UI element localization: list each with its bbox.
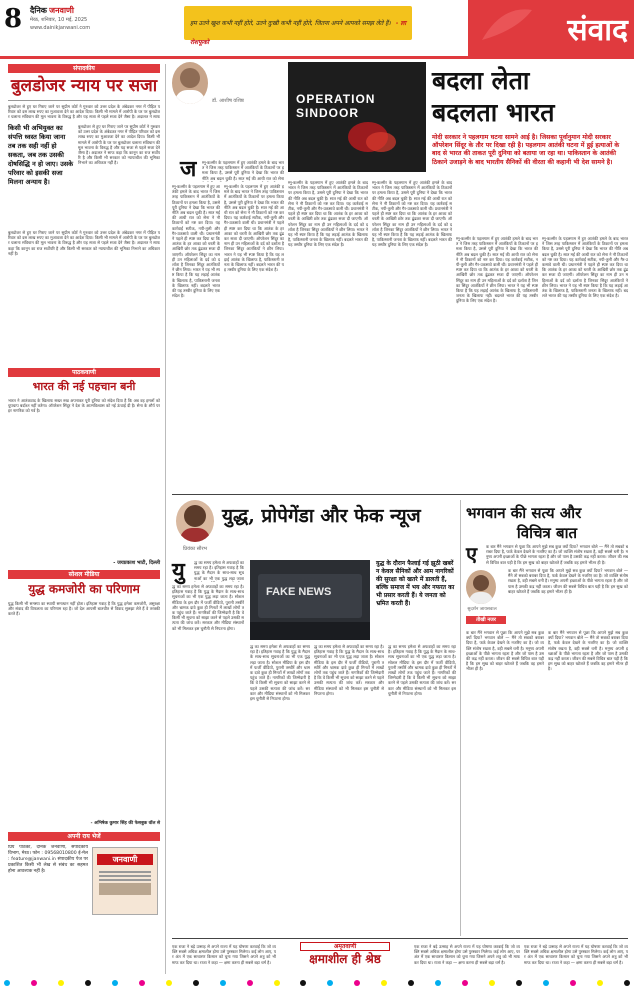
editorial-section-header: संपादकीय (8, 64, 160, 73)
newspaper-label: जनवाणी (97, 854, 153, 865)
page-header (0, 0, 634, 56)
masthead-prefix: दैनिक (30, 6, 47, 15)
lead-body-col3: म्मू-कश्मीर के पहलगाम में हुए आतंकी हमले के बाद भारत ने जिस तरह पाकिस्तान में आतंकियों के ठिकानों पर हमला किया है, उससे पूरी दुनिया ने देखा कि भारत की नीति अब बदल चुकी है। सात मई की आधी रात को सेना ने नौ ठिकानों को नष्ट कर दिया। यह कार्रवाई सटीक, नपी-तुली और गैर-उकसावे वाली थी। प्रधानमंत्री ने पहले ही स्पष्ट कर दिया था कि आतंक के हर आका को धरती के आखिरी छोर तक ढूंढकर सजा दी जाएगी। ऑपरेशन सिंदूर का नाम ही उन महिलाओं के दर्द को दर्शाता है जिनका सिंदूर आतंकियों ने छीन लिया। भारत ने यह भी स्पष्ट किया है कि यह लड़ाई आतंक के खिलाफ है, पाकिस्तानी जनता के खिलाफ नहीं। बदलते भारत की यह तस्वीर दुनिया के लिए एक संदेश है। (288, 180, 368, 248)
website: www.dainikjanwani.com (30, 25, 91, 31)
readers-section-header: पाठकवाणी (8, 368, 160, 377)
editorial-body-bottom: बुलडोजर से हुए घर गिराए जाने पर सुप्रीम कोर्ट ने गुरुवार को उत्तर प्रदेश के अंबेडकर नगर में पीड़ित परिवार को दस लाख रुपए का मुआवजा देने का आदेश दिया। किसी भी मामले में आरोपी के घर पर बुलडोजर चलाना संविधान की मूल भावना के विरुद्ध है और यह सजा से पहले सजा देने जैसा है। अदालत ने साफ कहा कि कानून का राज सर्वोपरि है और किसी भी सरकार को न्यायाधीश की भूमिका निभाने का अधिकार नहीं है। (8, 230, 160, 256)
operation-sindoor-image (288, 62, 426, 172)
second-body-col1: द्ध का समय हमेशा से अफवाहों का समय रहा है। इतिहास गवाह है कि युद्ध के मैदान के साथ-साथ सूचनाओं का भी एक युद्ध लड़ा जाता है। सोशल मीडिया के इस दौर में फर्जी वीडियो, पुरानी तस्वीरें और भ्रामक दावे कुछ ही मिनटों में लाखों लोगों तक पहुंच जाते हैं। नागरिकों की जिम्मेदारी है कि वे किसी भी सूचना को साझा करने से पहले उसकी सत्यता की जांच करें। सरकार और मीडिया संस्थानों को भी मिलकर इस चुनौती से निपटना होगा। (172, 584, 244, 631)
social-body: युद्ध किसी भी समस्या का स्थायी समाधान नहीं होता। इतिहास गवाह है कि युद्ध हमेशा कमजोरी, असुरक्षा और संवाद की विफलता का परिणाम रहा है। जो देश आपसी बातचीत से विवाद सुलझा लेते हैं वे तरक्की करते हैं। (8, 601, 160, 617)
lead-author: डॉ. आशीष वशिष्ठ (212, 98, 244, 104)
lead-drop-cap: ज (180, 156, 197, 182)
third-headline-line1: भगवान की सत्य और (466, 504, 582, 522)
bottom-headline: क्षमाशील ही श्रेष्ठ (309, 952, 381, 966)
second-drop-cap: यु (172, 558, 185, 584)
second-pull-quote: युद्ध के दौरान फैलाई गई झूठी खबरें न केवल सैनिकों और आम नागरिकों की सुरक्षा को खतरे में डालती हैं, बल्कि समाज में भय और नफरत का भी प्रसार करती हैं। ये जनता को भ्रमित करती हैं। (376, 560, 455, 607)
section-banner (468, 0, 634, 56)
second-body-col4: द्ध का समय हमेशा से अफवाहों का समय रहा है। इतिहास गवाह है कि युद्ध के मैदान के साथ-साथ सूचनाओं का भी एक युद्ध लड़ा जाता है। सोशल मीडिया के इस दौर में फर्जी वीडियो, पुरानी तस्वीरें और भ्रामक दावे कुछ ही मिनटों में लाखों लोगों तक पहुंच जाते हैं। नागरिकों की जिम्मेदारी है कि वे किसी भी सूचना को साझा करने से पहले उसकी सत्यता की जांच करें। सरकार और मीडिया संस्थानों को भी मिलकर इस चुनौती से निपटना होगा। (388, 644, 456, 696)
second-headline: युद्ध, प्रोपेगेंडा और फेक न्यूज (222, 505, 421, 527)
page-number: 8 (4, 4, 23, 34)
second-body-cap: द्ध का समय हमेशा से अफवाहों का समय रहा है। इतिहास गवाह है कि युद्ध के मैदान के साथ-साथ सूचनाओं का भी एक युद्ध लड़ा जाता (194, 560, 244, 581)
third-author: सुदर्शन जायसवाल (467, 607, 497, 612)
masthead-name: जनवाणी (49, 6, 74, 15)
third-drop-cap: ए (466, 542, 478, 566)
fake-news-image (250, 560, 370, 640)
author-photo (172, 62, 208, 104)
third-body-col2: क बार मैंने भगवान से पूछा कि आपने मुझे सब कुछ क्यों दिया? भगवान बोले — मैंने तो सबको बराबर दिया है, फर्क केवल देखने के नजरिए का है। जो व्यक्ति संतोष रखता है, वही सबसे धनी है। मनुष्य अपनी इच्छाओं के पीछे भागता रहता है और जो पास है उसकी कद्र नहीं करता। जीवन की सबसे विचित्र बात यही है कि हम सुख को बाहर खोजते हैं जबकि वह हमारे भीतर ही है। (548, 630, 628, 672)
editorial-headline: बुलडोजर न्याय पर सजा (10, 76, 158, 96)
second-author: प्रियंका सौरभ (183, 546, 207, 552)
divider (8, 100, 160, 101)
readers-body: भारत ने आतंकवाद के खिलाफ सख्त रुख अपनाकर पूरी दुनिया को संदेश दिया है कि अब वह हमलों को चुपचाप बर्दाश्त नहीं करेगा। ऑपरेशन सिंदूर ने देश के आत्मविश्वास को नई ऊंचाई दी है। सेना के शौर्य पर हर नागरिक को गर्व है। (8, 398, 160, 414)
lead-body-col4: म्मू-कश्मीर के पहलगाम में हुए आतंकी हमले के बाद भारत ने जिस तरह पाकिस्तान में आतंकियों के ठिकानों पर हमला किया है, उससे पूरी दुनिया ने देखा कि भारत की नीति अब बदल चुकी है। सात मई की आधी रात को सेना ने नौ ठिकानों को नष्ट कर दिया। यह कार्रवाई सटीक, नपी-तुली और गैर-उकसावे वाली थी। प्रधानमंत्री ने पहले ही स्पष्ट कर दिया था कि आतंक के हर आका को धरती के आखिरी छोर तक ढूंढकर सजा दी जाएगी। ऑपरेशन सिंदूर का नाम ही उन महिलाओं के दर्द को दर्शाता है जिनका सिंदूर आतंकियों ने छीन लिया। भारत ने यह भी स्पष्ट किया है कि यह लड़ाई आतंक के खिलाफ है, पाकिस्तानी जनता के खिलाफ नहीं। बदलते भारत की यह तस्वीर दुनिया के लिए एक संदेश है। (372, 180, 452, 248)
third-body-col1: क बार मैंने भगवान से पूछा कि आपने मुझे सब कुछ क्यों दिया? भगवान बोले — मैंने तो सबको बराबर दिया है, फर्क केवल देखने के नजरिए का है। जो व्यक्ति संतोष रखता है, वही सबसे धनी है। मनुष्य अपनी इच्छाओं के पीछे भागता रहता है और जो पास है उसकी कद्र नहीं करता। जीवन की सबसे विचित्र बात यही है कि हम सुख को बाहर खोजते हैं जबकि वह हमारे भीतर ही है। (466, 630, 544, 672)
readers-author: - जयप्रकाश भाटी, दिल्ली (113, 560, 160, 566)
bottom-body-col3: एक राजा ने बड़े उत्साह से अपने राज्य में यह घोषणा करवाई कि जो व्यक्ति सबसे अधिक क्षमाशील होगा उसे पुरस्कार मिलेगा। कई लोग आए, पर अंत में एक साधारण किसान को चुना गया जिसने अपने शत्रु को भी माफ कर दिया था। राजा ने कहा — क्षमा करना ही सबसे बड़ा धर्म है। (524, 944, 628, 965)
lead-headline-line1: बदला लेता (432, 66, 530, 95)
social-author: - अभिषेक कुमार सिंह की फेसबुक वॉल से (90, 821, 160, 826)
column-tag: तीखी नजर (466, 616, 506, 624)
second-body-col2: द्ध का समय हमेशा से अफवाहों का समय रहा है। इतिहास गवाह है कि युद्ध के मैदान के साथ-साथ सूचनाओं का भी एक युद्ध लड़ा जाता है। सोशल मीडिया के इस दौर में फर्जी वीडियो, पुरानी तस्वीरें और भ्रामक दावे कुछ ही मिनटों में लाखों लोगों तक पहुंच जाते हैं। नागरिकों की जिम्मेदारी है कि वे किसी भी सूचना को साझा करने से पहले उसकी सत्यता की जांच करें। सरकार और मीडिया संस्थानों को भी मिलकर इस चुनौती से निपटना होगा। (250, 644, 310, 702)
lead-body-col2: म्मू-कश्मीर के पहलगाम में हुए आतंकी हमले के बाद भारत ने जिस तरह पाकिस्तान में आतंकियों के ठिकानों पर हमला किया है, उससे पूरी दुनिया ने देखा कि भारत की नीति अब बदल चुकी है। सात मई की आधी रात को सेना ने नौ ठिकानों को नष्ट कर दिया। यह कार्रवाई सटीक, नपी-तुली और गैर-उकसावे वाली थी। प्रधानमंत्री ने पहले ही स्पष्ट कर दिया था कि आतंक के हर आका को धरती के आखिरी छोर तक ढूंढकर सजा दी जाएगी। ऑपरेशन सिंदूर का नाम ही उन महिलाओं के दर्द को दर्शाता है जिनका सिंदूर आतंकियों ने छीन लिया। भारत ने यह भी स्पष्ट किया है कि यह लड़ाई आतंक के खिलाफ है, पाकिस्तानी जनता के खिलाफ नहीं। बदलते भारत की यह तस्वीर दुनिया के लिए एक संदेश है। (224, 184, 284, 273)
editorial-body-side: बुलडोजर से हुए घर गिराए जाने पर सुप्रीम कोर्ट ने गुरुवार को उत्तर प्रदेश के अंबेडकर नगर में पीड़ित परिवार को दस लाख रुपए का मुआवजा देने का आदेश दिया। किसी भी मामले में आरोपी के घर पर बुलडोजर चलाना संविधान की मूल भावना के विरुद्ध है और यह सजा से पहले सजा देने जैसा है। अदालत ने साफ कहा कि कानून का राज सर्वोपरि है और किसी भी सरकार को न्यायाधीश की भूमिका निभाने का अधिकार नहीं है। (78, 124, 160, 166)
lead-headline-line2: बदलता भारत (432, 98, 555, 127)
lead-body-col1: म्मू-कश्मीर के पहलगाम में हुए आतंकी हमले के बाद भारत ने जिस तरह पाकिस्तान में आतंकियों के ठिकानों पर हमला किया है, उससे पूरी दुनिया ने देखा कि भारत की नीति अब बदल चुकी है। सात मई की आधी रात को सेना ने नौ ठिकानों को नष्ट कर दिया। यह कार्रवाई सटीक, नपी-तुली और गैर-उकसावे वाली थी। प्रधानमंत्री ने पहले ही स्पष्ट कर दिया था कि आतंक के हर आका को धरती के आखिरी छोर तक ढूंढकर सजा दी जाएगी। ऑपरेशन सिंदूर का नाम ही उन महिलाओं के दर्द को दर्शाता है जिनका सिंदूर आतंकियों ने छीन लिया। भारत ने यह भी स्पष्ट किया है कि यह लड़ाई आतंक के खिलाफ है, पाकिस्तानी जनता के खिलाफ नहीं। बदलते भारत की यह तस्वीर दुनिया के लिए एक संदेश है। (172, 184, 220, 299)
author-photo (466, 570, 496, 604)
newspaper-image (92, 847, 158, 915)
quote-author: - ला रोशफूको (190, 20, 407, 46)
social-headline: युद्ध कमजोरी का परिणाम (28, 582, 140, 596)
bottom-body-col2: एक राजा ने बड़े उत्साह से अपने राज्य में यह घोषणा करवाई कि जो व्यक्ति सबसे अधिक क्षमाशील होगा उसे पुरस्कार मिलेगा। कई लोग आए, पर अंत में एक साधारण किसान को चुना गया जिसने अपने शत्रु को भी माफ कर दिया था। राजा ने कहा — क्षमा करना ही सबसे बड़ा धर्म है। (414, 944, 520, 965)
lead-intro: मोदी सरकार ने पहलगाम घटना सामने आई है। जिसका पूर्वानुमान मोदी सरकार ऑपरेशन सिंदूर के तौर पर दिखा रही है। पहलगाम आतंकी घटना में हुई हत्याओं के बाद से भारत की ताकत पूरी दुनिया को बताया जा रहा था। पाकिस्तान के आतंकी ठिकाने उजाड़ने के बाद भारतीय सैनिकों की वीरता की कहानी भी देश सामने है। (432, 134, 620, 166)
leaf-decoration-icon (472, 0, 542, 56)
editorial-pull-quote: किसी भी अभियुक्त का संपत्ति ध्वस्त किया जाना तब तक सही नहीं हो सकता, जब तक उसकी दोषसिद्धि न हो जाए। उसके परिवार को इसकी सजा मिलना अन्याय है। (8, 124, 74, 186)
fake-news-text: FAKE NEWS (266, 586, 332, 598)
opinion-header: अपनी राय भेजें (8, 832, 160, 841)
dateline: मेरठ, शनिवार, 10 मई, 2025 (30, 17, 88, 23)
quote-box (184, 6, 412, 46)
author-photo (176, 500, 214, 542)
column-divider (460, 500, 461, 936)
header-rule (0, 56, 634, 59)
lead-body-col5: म्मू-कश्मीर के पहलगाम में हुए आतंकी हमले के बाद भारत ने जिस तरह पाकिस्तान में आतंकियों के ठिकानों पर हमला किया है, उससे पूरी दुनिया ने देखा कि भारत की नीति अब बदल चुकी है। सात मई की आधी रात को सेना ने नौ ठिकानों को नष्ट कर दिया। यह कार्रवाई सटीक, नपी-तुली और गैर-उकसावे वाली थी। प्रधानमंत्री ने पहले ही स्पष्ट कर दिया था कि आतंक के हर आका को धरती के आखिरी छोर तक ढूंढकर सजा दी जाएगी। ऑपरेशन सिंदूर का नाम ही उन महिलाओं के दर्द को दर्शाता है जिनका सिंदूर आतंकियों ने छीन लिया। भारत ने यह भी स्पष्ट किया है कि यह लड़ाई आतंक के खिलाफ है, पाकिस्तानी जनता के खिलाफ नहीं। बदलते भारत की यह तस्वीर दुनिया के लिए एक संदेश है। (456, 236, 538, 304)
image-caption-text: OPERATION SINDOOR (296, 92, 376, 120)
opinion-body: प्रिय पाठकों, दैनिक जनवाणी, संपादकीय विभाग, मेरठ। फोन : 09568010800 ई-मेल : feature@janwani.in संपादकीय पेज पर प्रकाशित किसी भी लेख से संबंध का सहमत होना आवश्यक नहीं है। (8, 845, 88, 874)
column-divider (165, 64, 166, 974)
section-title: संवाद (567, 13, 628, 48)
editorial-body-top: बुलडोजर से हुए घर गिराए जाने पर सुप्रीम कोर्ट ने गुरुवार को उत्तर प्रदेश के अंबेडकर नगर में पीड़ित परिवार को दस लाख रुपए का मुआवजा देने का आदेश दिया। किसी भी मामले में आरोपी के घर पर बुलडोजर चलाना संविधान की मूल भावना के विरुद्ध है और यह सजा से पहले सजा देने जैसा है। अदालत ने साफ (8, 104, 160, 120)
lead-body-cap: म्मू-कश्मीर के पहलगाम में हुए आतंकी हमले के बाद भारत ने जिस तरह पाकिस्तान में आतंकियों के ठिकानों पर हमला किया है, उससे पूरी दुनिया ने देखा कि भारत की नीति अब बदल चुकी है। सात मई की आधी रात को सेना (202, 160, 284, 181)
third-headline-line2: विचित्र बात (516, 524, 578, 542)
second-body-col3: द्ध का समय हमेशा से अफवाहों का समय रहा है। इतिहास गवाह है कि युद्ध के मैदान के साथ-साथ सूचनाओं का भी एक युद्ध लड़ा जाता है। सोशल मीडिया के इस दौर में फर्जी वीडियो, पुरानी तस्वीरें और भ्रामक दावे कुछ ही मिनटों में लाखों लोगों तक पहुंच जाते हैं। नागरिकों की जिम्मेदारी है कि वे किसी भी सूचना को साझा करने से पहले उसकी सत्यता की जांच करें। सरकार और मीडिया संस्थानों को भी मिलकर इस चुनौती से निपटना होगा। (314, 644, 384, 696)
bottom-body-col1: एक राजा ने बड़े उत्साह से अपने राज्य में यह घोषणा करवाई कि जो व्यक्ति सबसे अधिक क्षमाशील होगा उसे पुरस्कार मिलेगा। कई लोग आए, पर अंत में एक साधारण किसान को चुना गया जिसने अपने शत्रु को भी माफ कर दिया था। राजा ने कहा — क्षमा करना ही सबसे बड़ा धर्म है। (172, 944, 276, 965)
divider (172, 938, 628, 939)
third-body-cap: क बार मैंने भगवान से पूछा कि आपने मुझे सब कुछ क्यों दिया? भगवान बोले — मैंने तो सबको बराबर दिया है, फर्क केवल देखने के नजरिए का है। जो व्यक्ति संतोष रखता है, वही सबसे धनी है। मनुष्य अपनी इच्छाओं के पीछे भागता रहता है और जो पास है उसकी कद्र नहीं करता। जीवन की सबसे विचित्र बात यही है कि हम सुख को बाहर खोजते हैं जबकि वह हमारे भीतर ही है। (486, 544, 628, 565)
readers-headline: भारत की नई पहचान बनी (32, 380, 136, 393)
social-section-header: सोशल मीडिया (8, 570, 160, 579)
lead-body-col6: म्मू-कश्मीर के पहलगाम में हुए आतंकी हमले के बाद भारत ने जिस तरह पाकिस्तान में आतंकियों के ठिकानों पर हमला किया है, उससे पूरी दुनिया ने देखा कि भारत की नीति अब बदल चुकी है। सात मई की आधी रात को सेना ने नौ ठिकानों को नष्ट कर दिया। यह कार्रवाई सटीक, नपी-तुली और गैर-उकसावे वाली थी। प्रधानमंत्री ने पहले ही स्पष्ट कर दिया था कि आतंक के हर आका को धरती के आखिरी छोर तक ढूंढकर सजा दी जाएगी। ऑपरेशन सिंदूर का नाम ही उन महिलाओं के दर्द को दर्शाता है जिनका सिंदूर आतंकियों ने छीन लिया। भारत ने यह भी स्पष्ट किया है कि यह लड़ाई आतंक के खिलाफ है, पाकिस्तानी जनता के खिलाफ नहीं। बदलते भारत की यह तस्वीर दुनिया के लिए एक संदेश है। (542, 236, 628, 299)
masthead (30, 5, 74, 16)
quote-text: हम उतने खुश कभी नहीं होते, उतने दुःखी कभी नहीं होते, जितना अपने आपको समझ लेते हैं। (190, 20, 391, 27)
third-body-side: क बार मैंने भगवान से पूछा कि आपने मुझे सब कुछ क्यों दिया? भगवान बोले — मैंने तो सबको बराबर दिया है, फर्क केवल देखने के नजरिए का है। जो व्यक्ति संतोष रखता है, वही सबसे धनी है। मनुष्य अपनी इच्छाओं के पीछे भागता रहता है और जो पास है उसकी कद्र नहीं करता। जीवन की सबसे विचित्र बात यही है कि हम सुख को बाहर खोजते हैं जबकि वह हमारे भीतर ही है। (508, 568, 628, 594)
bottom-section-header: अमृतवाणी (300, 942, 390, 951)
print-registration-dots (0, 978, 634, 988)
divider (172, 494, 628, 495)
